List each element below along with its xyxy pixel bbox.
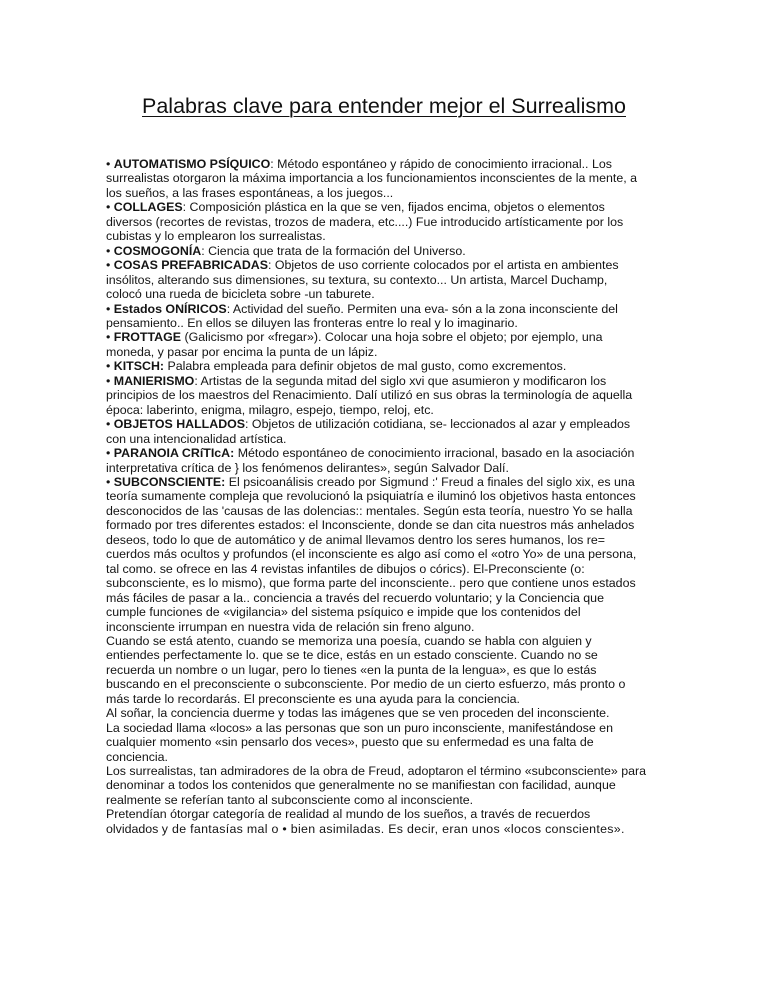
entry-text: : Objetos de utilización cotidiana, se- leccionados al azar y empleados con una intencionalidad artística. <box>106 417 631 446</box>
bullet: • <box>106 446 114 461</box>
entry-text: : Ciencia que trata de la formación del Universo. <box>201 243 466 258</box>
entry-cosmogonia <box>106 244 646 258</box>
entry-text: : Método espontáneo y rápido de conocimiento irracional.. Los surrealistas otorgaron la máxima importancia a los funcionamientos inconscientes de la mente, a los sueños, a las frases espontáneas, a los juegos... <box>106 157 638 200</box>
entry-cosas-prefabricadas <box>106 258 646 301</box>
entry-term: KITSCH: <box>113 359 165 374</box>
paragraph-surrealistas: Los surrealistas, tan admiradores de la obra de Freud, adoptaron el término «subconsciente» para denominar a todos los contenidos que generalmente no se manifiestan con facilidad, aunque realmente se referían tanto al subconsciente como al inconsciente. <box>106 764 646 807</box>
bullet: • <box>106 373 114 388</box>
entry-term: FROTTAGE <box>113 330 182 345</box>
entry-term: OBJETOS HALLADOS <box>113 417 246 432</box>
entry-text: El psicoanálisis creado por Sigmund :' Freud a finales del siglo xix, es una teoría sumamente compleja que revolucionó la psiquiatría e iluminó los objetivos hasta entonces desconocidos de las 'causas de las dolencias:: mentales. Según esta teoría, nuestro Yo se halla formado por tres diferentes estados: el Inconsciente, donde se dan cita nuestros más anhelados deseos, todo lo que de automático y de animal llevamos dentro los seres humanos, los re= cuerdos más ocultos y profundos (el inconsciente es algo así como el «otro Yo» de una persona, tal como. se ofrece en las 4 revistas infantiles de dibujos o córics). El-Preconsciente (o: subconsciente, es lo mismo), que forma parte del inconsciente.. pero que contiene unos estados más fáciles de pasar a la.. conciencia a través del recuerdo voluntario; y la Conciencia que cumple funciones de «vigilancia» del sistema psíquico e impide que los contenidos del inconsciente irrumpan en nuestra vida de relación sin freno alguno. <box>106 474 637 634</box>
bullet: • <box>106 359 114 374</box>
bullet: • <box>106 474 114 489</box>
entry-text: Método espontáneo de conocimiento irracional, basado en la asociación interpretativa crítica de } los fenómenos delirantes», según Salvador Dalí. <box>106 446 635 475</box>
entry-term: PARANOIA CRíTIcA: <box>113 446 235 461</box>
entry-text: : Objetos de uso corriente colocados por el artista en ambientes insólitos, alterando sus dimensiones, su textura, su contexto... Un artista, Marcel Duchamp, colocó una rueda de bicicleta sobre -un taburete. <box>106 258 619 302</box>
paragraph-sonar: Al soñar, la conciencia duerme y todas las imágenes que se ven proceden del inconsciente. <box>106 706 610 721</box>
entry-term: Estados ONÍRICOS <box>113 301 227 316</box>
entry-term: COLLAGES <box>113 200 183 215</box>
bullet: • <box>106 417 114 432</box>
entry-subconsciente <box>106 475 646 634</box>
entry-frottage <box>106 330 646 359</box>
entry-term: MANIERISMO <box>113 373 195 388</box>
entry-kitsch <box>106 359 646 373</box>
entry-term: COSMOGONÍA <box>113 243 202 258</box>
paragraph-locos: La sociedad llama «locos» a las personas que son un puro inconsciente, manifestándose en cualquier momento «sin pensarlo dos veces», puesto que su enfermedad es una falta de conciencia. <box>106 720 613 764</box>
final-text: Pretendían ótorgar categoría de realidad al mundo de los sueños, a través de recuerdos olvidados <box>106 807 591 836</box>
entry-automatismo <box>106 157 646 200</box>
entry-text: : Artistas de la segunda mitad del siglo xvi que asumieron y modificaron los principios de los maestros del Renacimiento. Dalí utilizó en sus obras la terminología de aquella época: laberinto, enigma, milagro, espejo, tiempo, reloj, etc. <box>106 373 633 417</box>
entry-manierismo <box>106 374 646 417</box>
bullet: • <box>106 258 114 273</box>
bullet: • <box>106 157 114 171</box>
entry-collages <box>106 200 646 243</box>
entry-term: COSAS PREFABRICADAS <box>113 258 268 273</box>
entry-text: (Galicismo por «fregar»). Colocar una hoja sobre el objeto; por ejemplo, una moneda, y pasar por encima la punta de un lápiz. <box>106 330 603 359</box>
entry-text: : Actividad del sueño. Permiten una eva- són a la zona inconsciente del pensamiento.. En ellos se diluyen las fronteras entre lo real y lo imaginario. <box>106 301 618 330</box>
document-body <box>106 157 646 836</box>
entry-text: : Composición plástica en la que se ven, fijados encima, objetos o elementos diversos (recortes de revistas, trozos de madera, etc....) Fue introducido artísticamente por los cubistas y lo emplearon los surrealistas. <box>106 200 624 244</box>
entry-term: AUTOMATISMO PSÍQUICO <box>113 157 271 171</box>
entry-paranoia-critica <box>106 446 646 475</box>
entry-estados-oniricos <box>106 302 646 331</box>
entry-term: SUBCONSCIENTE: <box>113 474 226 489</box>
bullet: • <box>106 243 114 258</box>
bullet: • <box>106 200 114 215</box>
entry-text: Palabra empleada para definir objetos de mal gusto, como excrementos. <box>164 359 567 374</box>
paragraph-consciente: Cuando se está atento, cuando se memoriza una poesía, cuando se habla con alguien y entiendes perfectamente lo. que se te dice, estás en un estado consciente. Cuando no se recuerda un nombre o un lugar, pero lo tienes «en la punta de la lengua», es que lo estás buscando en el preconsciente o subconsciente. Por medio de un cierto esfuerzo, más pronto o más tarde lo recordarás. El preconsciente es una ayuda para la conciencia. <box>106 633 626 706</box>
final-tail: y de fantasías mal o • bien asimiladas. Es decir, eran unos «locos conscientes». <box>161 821 625 836</box>
bullet: • <box>106 301 114 316</box>
entry-objetos-hallados <box>106 417 646 446</box>
bullet: • <box>106 330 114 345</box>
paragraph-final <box>106 807 646 836</box>
document-title: Palabras clave para entender mejor el Surrealismo <box>142 94 626 118</box>
